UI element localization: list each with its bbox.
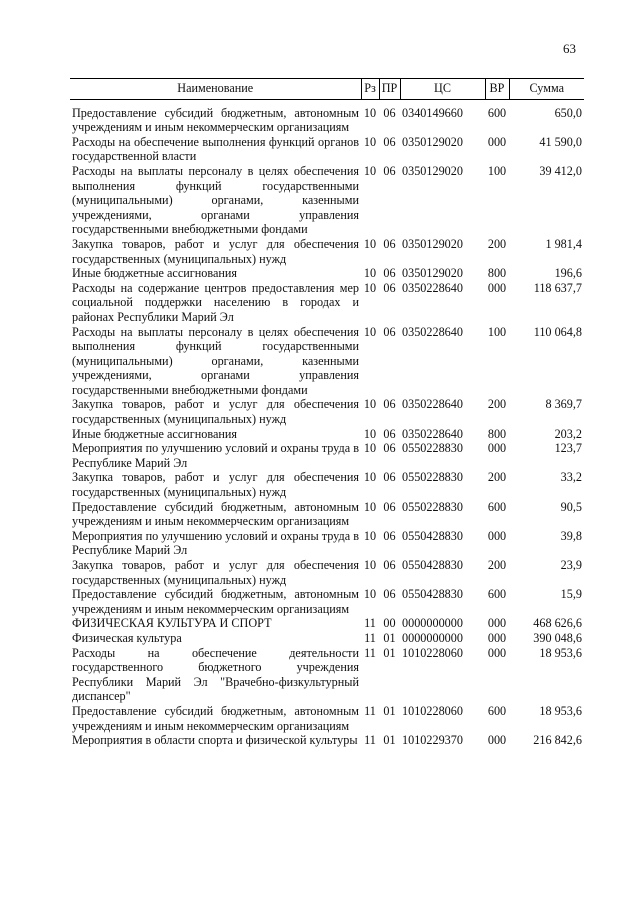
- row-cs: 0340149660: [402, 105, 463, 120]
- table-row: [70, 631, 584, 646]
- row-pr: 06: [383, 236, 396, 251]
- row-cs: 0350129020: [402, 134, 463, 149]
- row-name: Предоставление субсидий бюджетным, автономным учреждениям и иным некоммерческим организациям: [72, 703, 359, 733]
- row-vr: 800: [487, 266, 507, 281]
- row-vr: 200: [487, 397, 507, 412]
- header-name: Наименование: [70, 79, 361, 100]
- row-name: Расходы на выплаты персоналу в целях обеспечения выполнения функций государственными (муниципальными) органами, казенными учреждениями, органами управления государственными внебюджетными фондами: [72, 163, 359, 237]
- row-name: Мероприятия в области спорта и физической культуры: [72, 733, 358, 748]
- row-rz: 10: [363, 426, 377, 441]
- table-row: [70, 397, 584, 426]
- header-rz: Рз: [361, 79, 379, 100]
- row-rz: 10: [363, 236, 377, 251]
- row-vr: 600: [487, 703, 507, 718]
- row-sum: 650,0: [554, 105, 582, 120]
- row-rz: 10: [363, 280, 377, 295]
- row-pr: 06: [383, 266, 396, 281]
- row-vr: 000: [487, 630, 507, 645]
- row-pr: 06: [383, 558, 396, 572]
- row-sum: 203,2: [554, 426, 582, 441]
- row-rz: 10: [363, 163, 377, 178]
- row-pr: 06: [383, 105, 396, 120]
- row-pr: 06: [383, 163, 396, 178]
- row-sum: 39 412,0: [539, 163, 582, 178]
- row-vr: 100: [487, 163, 507, 178]
- table-row: [70, 164, 584, 237]
- row-vr: 200: [487, 558, 507, 572]
- table-row: [70, 529, 584, 558]
- row-rz: 11: [364, 630, 376, 645]
- row-cs: 0350129020: [402, 266, 463, 281]
- row-sum: 90,5: [560, 499, 582, 514]
- row-vr: 100: [487, 324, 507, 339]
- row-cs: 0550428830: [402, 587, 463, 602]
- page-number: 63: [563, 41, 576, 56]
- row-pr: 06: [383, 470, 396, 485]
- row-vr: 000: [487, 645, 507, 660]
- row-cs: 0550228830: [402, 441, 463, 456]
- row-cs: 1010228060: [402, 645, 463, 660]
- row-name: Иные бюджетные ассигнования: [72, 266, 238, 281]
- row-name: Физическая культура: [72, 630, 182, 645]
- row-pr: 06: [383, 324, 396, 339]
- table-row: [70, 646, 584, 704]
- row-pr: 01: [383, 733, 396, 748]
- row-cs: 0350228640: [402, 426, 463, 441]
- table-row: [70, 704, 584, 733]
- row-pr: 01: [383, 703, 396, 718]
- row-sum: 468 626,6: [533, 616, 582, 631]
- table-row: [70, 733, 584, 748]
- row-vr: 000: [487, 528, 507, 543]
- row-cs: 0550228830: [402, 499, 463, 514]
- table-row: [70, 558, 584, 587]
- row-vr: 000: [487, 134, 507, 149]
- table-row: [70, 427, 584, 442]
- row-name: Предоставление субсидий бюджетным, автономным учреждениям и иным некоммерческим организациям: [72, 105, 359, 135]
- row-name: Расходы на выплаты персоналу в целях обеспечения выполнения функций государственными (муниципальными) органами, казенными учреждениями, органами управления государственными внебюджетными фондами: [72, 324, 359, 397]
- row-rz: 11: [364, 703, 376, 718]
- row-pr: 06: [383, 280, 396, 295]
- row-cs: 0350129020: [402, 236, 463, 251]
- row-name: Расходы на содержание центров предоставления мер социальной поддержки населению в городах и районах Республики Марий Эл: [72, 280, 359, 324]
- row-cs: 0350228640: [402, 397, 463, 412]
- row-name: Закупка товаров, работ и услуг для обеспечения государственных (муниципальных) нужд: [72, 397, 359, 427]
- row-vr: 000: [487, 280, 507, 295]
- header-cs: ЦС: [400, 79, 485, 100]
- table-row: [70, 266, 584, 281]
- row-pr: 06: [383, 134, 396, 149]
- header-sum: Сумма: [509, 79, 584, 100]
- header-vr: ВР: [485, 79, 509, 100]
- row-rz: 10: [363, 499, 377, 514]
- table-row: [70, 587, 584, 616]
- row-rz: 10: [363, 324, 377, 339]
- row-rz: 10: [363, 397, 377, 412]
- row-rz: 10: [363, 134, 377, 149]
- row-vr: 200: [487, 470, 507, 485]
- row-rz: 10: [363, 587, 377, 602]
- row-cs: 1010229370: [402, 733, 463, 748]
- row-name: Закупка товаров, работ и услуг для обеспечения государственных (муниципальных) нужд: [72, 470, 359, 500]
- row-sum: 216 842,6: [533, 733, 582, 748]
- table-row: [70, 441, 584, 470]
- row-rz: 10: [363, 105, 377, 120]
- row-sum: 123,7: [554, 441, 582, 456]
- row-pr: 01: [383, 630, 396, 645]
- row-name: Предоставление субсидий бюджетным, автономным учреждениям и иным некоммерческим организациям: [72, 499, 359, 529]
- row-sum: 8 369,7: [545, 397, 582, 412]
- row-pr: 00: [383, 616, 396, 631]
- row-name: Расходы на обеспечение деятельности государственного бюджетного учреждения Республики Марий Эл "Врачебно-физкультурный диспансер": [72, 645, 359, 704]
- table-row: [70, 135, 584, 164]
- row-sum: 41 590,0: [539, 134, 582, 149]
- row-sum: 390 048,6: [533, 630, 582, 645]
- table-row: [70, 237, 584, 266]
- row-sum: 1 981,4: [545, 236, 582, 251]
- row-pr: 06: [383, 397, 396, 412]
- row-vr: 200: [487, 236, 507, 251]
- row-vr: 000: [487, 441, 507, 456]
- row-name: Предоставление субсидий бюджетным, автономным учреждениям и иным некоммерческим организациям: [72, 587, 359, 616]
- row-sum: 196,6: [554, 266, 582, 281]
- row-name: Мероприятия по улучшению условий и охраны труда в Республике Марий Эл: [72, 441, 359, 470]
- row-sum: 18 953,6: [539, 703, 582, 718]
- row-vr: 000: [487, 733, 507, 748]
- row-vr: 000: [487, 616, 507, 631]
- row-pr: 01: [383, 645, 396, 660]
- row-sum: 39,8: [560, 528, 582, 543]
- row-rz: 10: [363, 266, 377, 281]
- row-cs: 0350228640: [402, 324, 463, 339]
- budget-table: [70, 78, 584, 748]
- row-rz: 10: [363, 470, 377, 485]
- row-pr: 06: [383, 441, 396, 456]
- row-pr: 06: [383, 587, 396, 602]
- row-pr: 06: [383, 426, 396, 441]
- row-cs: 0550428830: [402, 528, 463, 543]
- row-name: Закупка товаров, работ и услуг для обеспечения государственных (муниципальных) нужд: [72, 558, 359, 587]
- row-rz: 10: [363, 441, 377, 456]
- row-cs: 0350129020: [402, 163, 463, 178]
- row-sum: 33,2: [560, 470, 582, 485]
- row-rz: 10: [363, 558, 377, 572]
- row-cs: 0550428830: [402, 558, 463, 572]
- row-cs: 1010228060: [402, 703, 463, 718]
- row-name: Расходы на обеспечение выполнения функций органов государственной власти: [72, 134, 359, 164]
- row-rz: 11: [364, 733, 376, 748]
- row-sum: 110 064,8: [533, 324, 582, 339]
- header-pr: ПР: [379, 79, 400, 100]
- row-sum: 18 953,6: [539, 645, 582, 660]
- table-row: [70, 500, 584, 529]
- row-name: Закупка товаров, работ и услуг для обеспечения государственных (муниципальных) нужд: [72, 236, 359, 266]
- row-pr: 06: [383, 528, 396, 543]
- row-vr: 600: [487, 499, 507, 514]
- row-cs: 0000000000: [402, 630, 463, 645]
- table-row: [70, 616, 584, 631]
- row-name: Мероприятия по улучшению условий и охраны труда в Республике Марий Эл: [72, 528, 359, 558]
- row-rz: 10: [363, 528, 377, 543]
- row-cs: 0350228640: [402, 280, 463, 295]
- row-name: ФИЗИЧЕСКАЯ КУЛЬТУРА И СПОРТ: [72, 616, 272, 631]
- row-vr: 600: [487, 587, 507, 602]
- table-header-row: [70, 79, 584, 100]
- table-row: [70, 325, 584, 398]
- table-row: [70, 106, 584, 135]
- row-cs: 0000000000: [402, 616, 463, 631]
- row-sum: 23,9: [560, 558, 582, 572]
- row-cs: 0550228830: [402, 470, 463, 485]
- row-rz: 11: [364, 645, 376, 660]
- row-name: Иные бюджетные ассигнования: [72, 426, 238, 441]
- row-rz: 11: [364, 616, 376, 631]
- table-row: [70, 470, 584, 499]
- table-row: [70, 281, 584, 325]
- row-pr: 06: [383, 499, 396, 514]
- row-sum: 118 637,7: [533, 280, 582, 295]
- row-vr: 600: [487, 105, 507, 120]
- row-sum: 15,9: [560, 587, 582, 602]
- row-vr: 800: [487, 426, 507, 441]
